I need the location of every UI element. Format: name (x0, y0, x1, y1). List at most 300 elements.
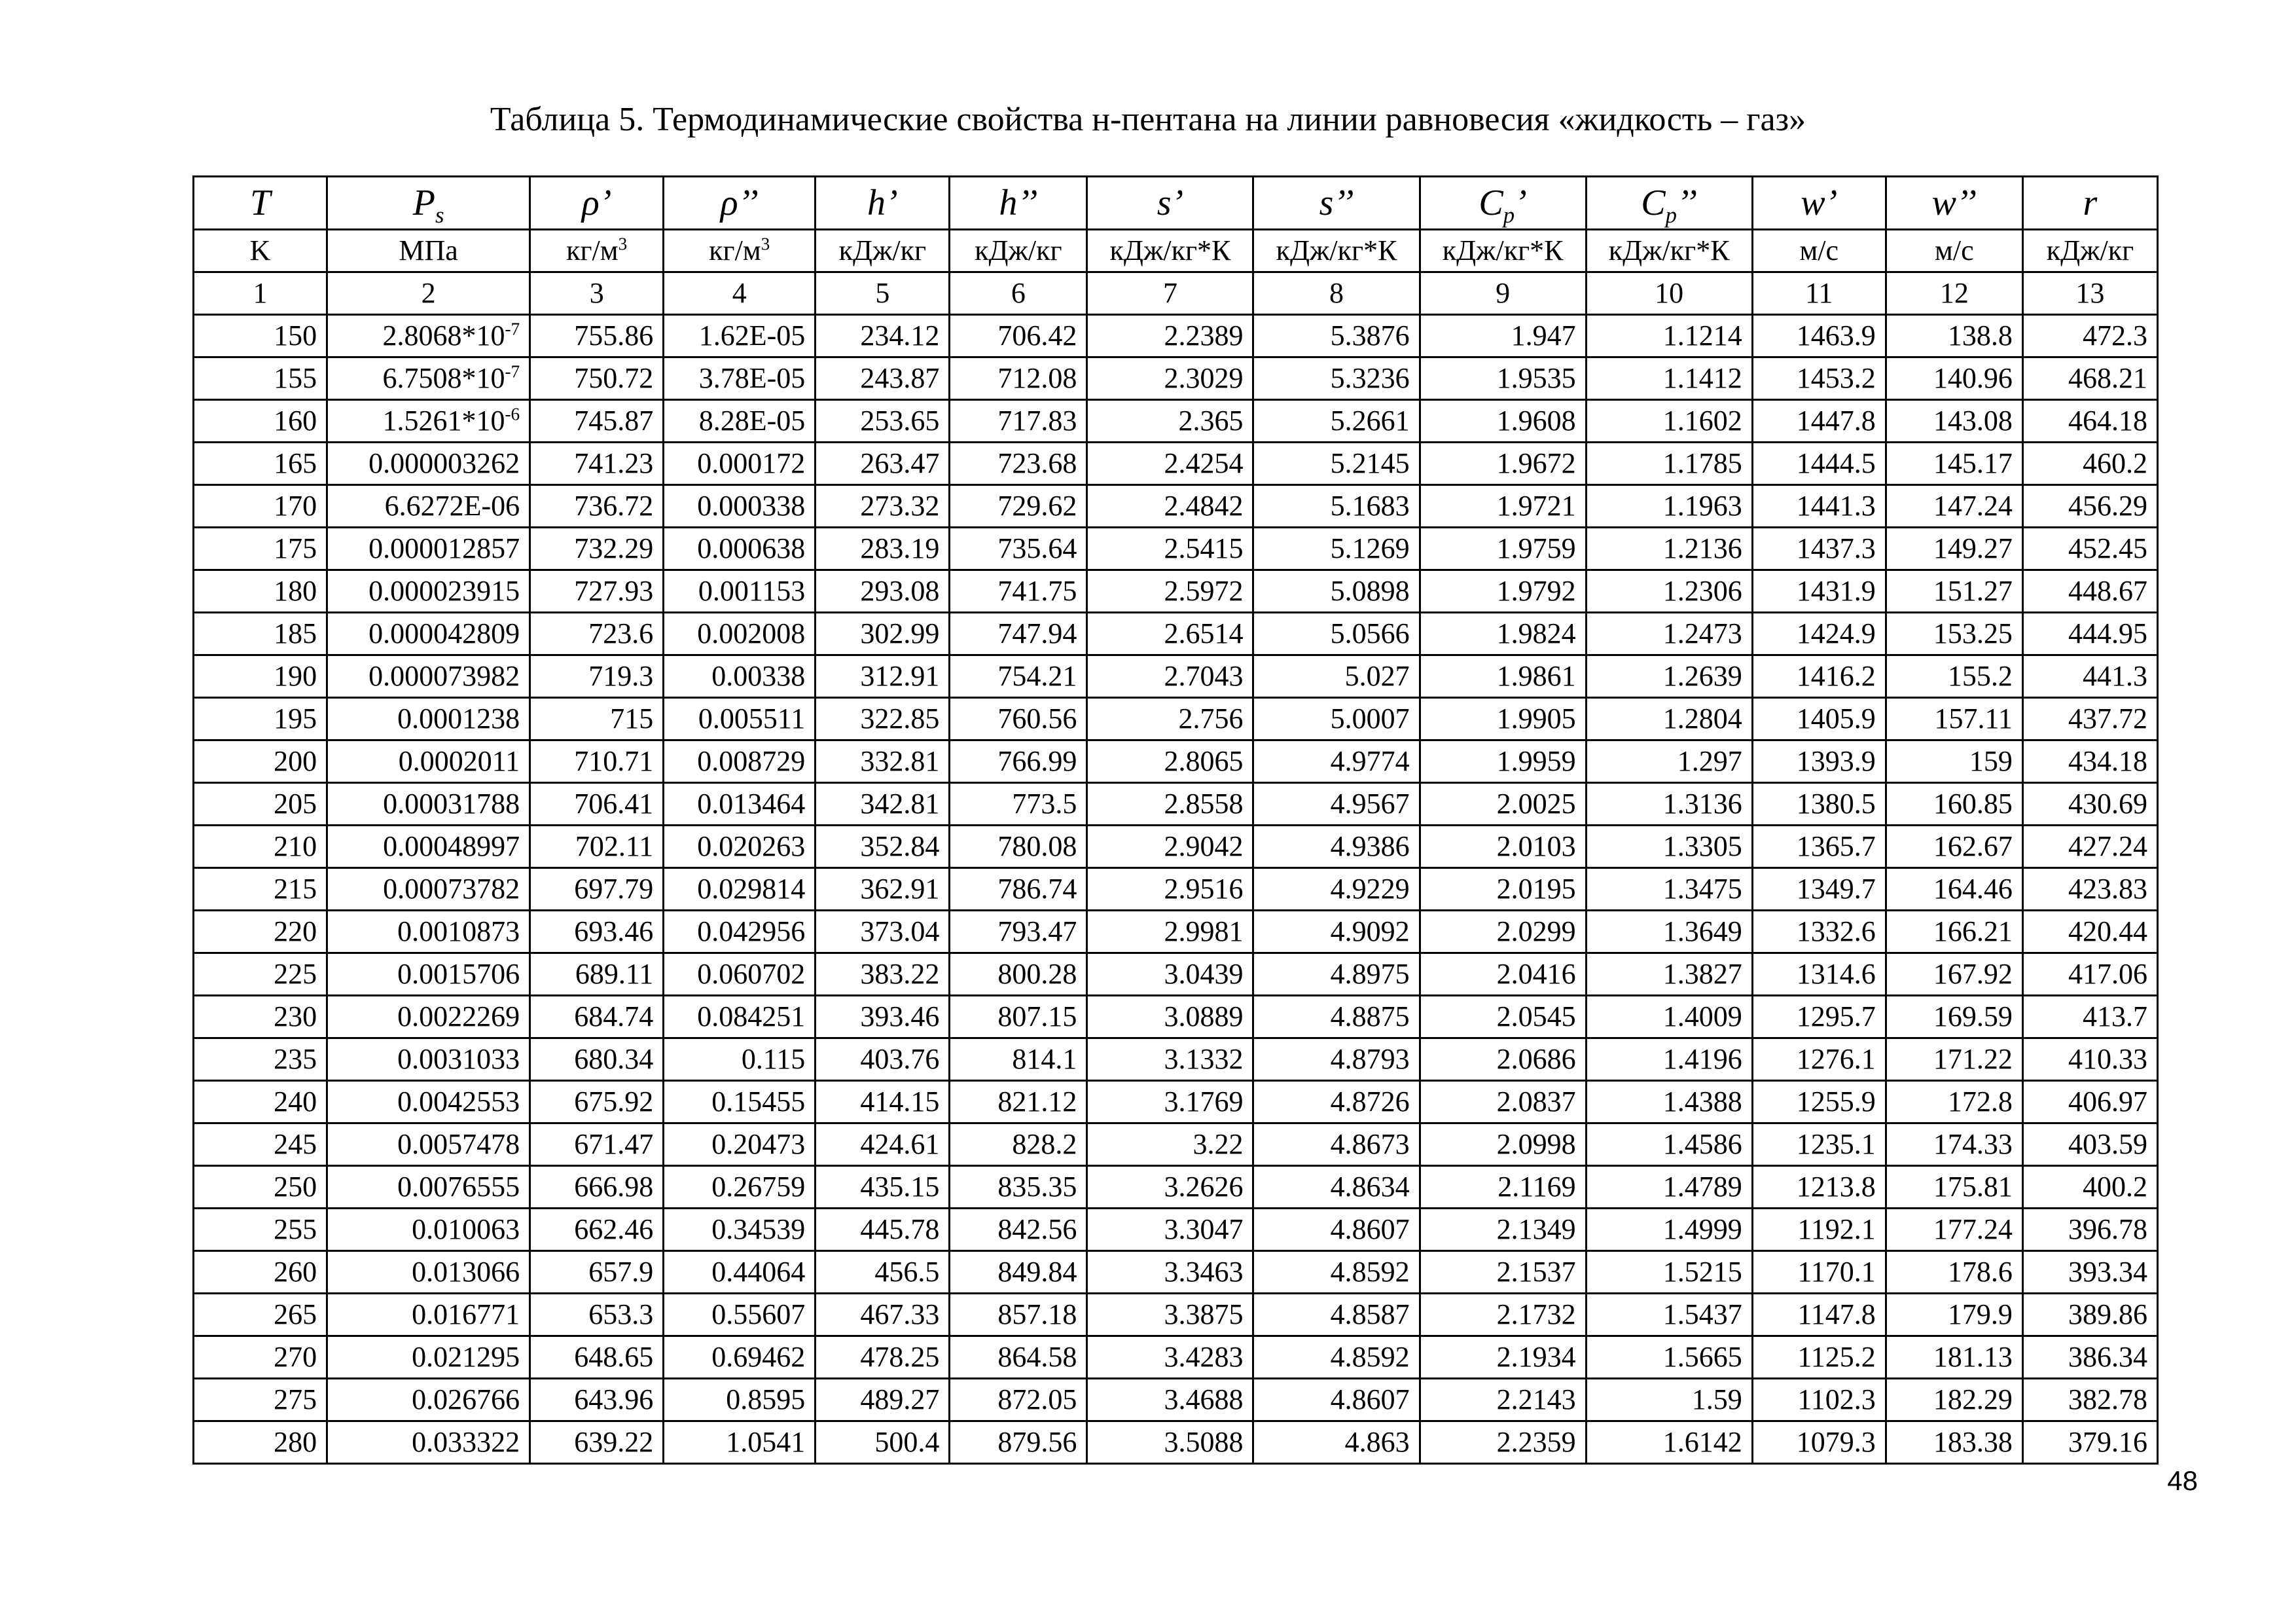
table-cell: 243.87 (816, 357, 950, 400)
table-cell: 1.3475 (1586, 868, 1752, 911)
table-cell: 1213.8 (1752, 1166, 1886, 1209)
table-cell: 1332.6 (1752, 911, 1886, 953)
table-cell: 3.3047 (1087, 1209, 1253, 1251)
table-cell: 1.1963 (1586, 485, 1752, 528)
table-cell: 736.72 (530, 485, 664, 528)
table-cell: 181.13 (1886, 1336, 2022, 1379)
table-cell: 1.9959 (1420, 740, 1586, 783)
table-row (194, 740, 2158, 783)
table-cell: 0.029814 (664, 868, 816, 911)
table-cell: 1.1412 (1586, 357, 1752, 400)
table-cell: 489.27 (816, 1379, 950, 1421)
table-cell: 1.1602 (1586, 400, 1752, 443)
table-cell: 1.4586 (1586, 1123, 1752, 1166)
table-cell: 723.68 (950, 443, 1087, 485)
table-cell: 857.18 (950, 1294, 1087, 1336)
table-cell: 693.46 (530, 911, 664, 953)
column-number: 7 (1087, 272, 1253, 315)
table-cell: 1.9608 (1420, 400, 1586, 443)
table-cell: 2.1537 (1420, 1251, 1586, 1294)
table-cell: 706.42 (950, 315, 1087, 357)
table-cell: 1.2639 (1586, 655, 1752, 698)
table-cell: 185 (194, 613, 327, 655)
column-symbol: T (194, 177, 327, 230)
table-cell: 1.9905 (1420, 698, 1586, 740)
table-row (194, 698, 2158, 740)
table-cell: 138.8 (1886, 315, 2022, 357)
table-cell: 2.1732 (1420, 1294, 1586, 1336)
table-cell: 2.8558 (1087, 783, 1253, 826)
table-cell: 0.0042553 (327, 1081, 530, 1123)
table-cell: 835.35 (950, 1166, 1087, 1209)
table-cell: 393.46 (816, 996, 950, 1038)
table-cell: 253.65 (816, 400, 950, 443)
table-cell: 0.000012857 (327, 528, 530, 570)
table-cell: 1.9672 (1420, 443, 1586, 485)
table-cell: 190 (194, 655, 327, 698)
table-cell: 182.29 (1886, 1379, 2022, 1421)
table-cell: 2.1169 (1420, 1166, 1586, 1209)
table-cell: 0.000042809 (327, 613, 530, 655)
table-cell: 1441.3 (1752, 485, 1886, 528)
table-cell: 0.00048997 (327, 826, 530, 868)
table-cell: 500.4 (816, 1421, 950, 1464)
table-cell: 735.64 (950, 528, 1087, 570)
table-cell: 1.1785 (1586, 443, 1752, 485)
table-cell: 2.0103 (1420, 826, 1586, 868)
table-cell: 403.59 (2022, 1123, 2157, 1166)
table-cell: 430.69 (2022, 783, 2157, 826)
table-cell: 1.0541 (664, 1421, 816, 1464)
table-cell: 5.3876 (1253, 315, 1420, 357)
table-cell: 263.47 (816, 443, 950, 485)
table-cell: 265 (194, 1294, 327, 1336)
table-cell: 741.23 (530, 443, 664, 485)
table-cell: 177.24 (1886, 1209, 2022, 1251)
table-cell: 1349.7 (1752, 868, 1886, 911)
column-unit: м/с (1752, 230, 1886, 272)
table-cell: 814.1 (950, 1038, 1087, 1081)
table-cell: 5.2661 (1253, 400, 1420, 443)
table-cell: 448.67 (2022, 570, 2157, 613)
table-cell: 1276.1 (1752, 1038, 1886, 1081)
table-cell: 732.29 (530, 528, 664, 570)
table-title: Таблица 5. Термодинамические свойства н-пентана на линии равновесия «жидкость – газ» (490, 101, 1806, 138)
table-cell: 666.98 (530, 1166, 664, 1209)
table-cell: 1365.7 (1752, 826, 1886, 868)
column-symbol: ρ’’ (664, 177, 816, 230)
table-cell: 379.16 (2022, 1421, 2157, 1464)
column-number: 12 (1886, 272, 2022, 315)
table-cell: 2.0025 (1420, 783, 1586, 826)
table-cell: 280 (194, 1421, 327, 1464)
column-unit: м/с (1886, 230, 2022, 272)
table-cell: 0.0022269 (327, 996, 530, 1038)
table-cell: 872.05 (950, 1379, 1087, 1421)
table-cell: 0.060702 (664, 953, 816, 996)
table-cell: 2.0998 (1420, 1123, 1586, 1166)
table-cell: 5.0566 (1253, 613, 1420, 655)
table-cell: 260 (194, 1251, 327, 1294)
table-cell: 2.9042 (1087, 826, 1253, 868)
table-cell: 1.9824 (1420, 613, 1586, 655)
table-cell: 1.4009 (1586, 996, 1752, 1038)
table-cell: 240 (194, 1081, 327, 1123)
table-cell: 4.8875 (1253, 996, 1420, 1038)
table-cell: 2.3029 (1087, 357, 1253, 400)
table-cell: 3.0889 (1087, 996, 1253, 1038)
table-cell: 171.22 (1886, 1038, 2022, 1081)
column-number-row (194, 272, 2158, 315)
table-cell: 648.65 (530, 1336, 664, 1379)
table-cell: 3.1332 (1087, 1038, 1253, 1081)
column-unit: кДж/кг (2022, 230, 2157, 272)
table-cell: 0.20473 (664, 1123, 816, 1166)
table-cell: 386.34 (2022, 1336, 2157, 1379)
table-cell: $6.7508*10^{-7}$ (327, 357, 530, 400)
table-cell: 0.026766 (327, 1379, 530, 1421)
table-cell: 1.5665 (1586, 1336, 1752, 1379)
table-cell: 159 (1886, 740, 2022, 783)
table-cell: 151.27 (1886, 570, 2022, 613)
table-cell: 178.6 (1886, 1251, 2022, 1294)
table-row (194, 953, 2158, 996)
table-cell: 410.33 (2022, 1038, 2157, 1081)
table-cell: 879.56 (950, 1421, 1087, 1464)
table-row (194, 826, 2158, 868)
table-cell: 821.12 (950, 1081, 1087, 1123)
table-cell: 755.86 (530, 315, 664, 357)
table-cell: 0.033322 (327, 1421, 530, 1464)
table-cell: 0.016771 (327, 1294, 530, 1336)
table-row (194, 443, 2158, 485)
table-cell: 2.2359 (1420, 1421, 1586, 1464)
table-cell: 4.9386 (1253, 826, 1420, 868)
table-cell: 680.34 (530, 1038, 664, 1081)
table-row (194, 655, 2158, 698)
table-cell: 1.4789 (1586, 1166, 1752, 1209)
table-cell: 2.8065 (1087, 740, 1253, 783)
table-cell: 464.18 (2022, 400, 2157, 443)
table-cell: 3.2626 (1087, 1166, 1253, 1209)
column-number: 2 (327, 272, 530, 315)
table-cell: 0.44064 (664, 1251, 816, 1294)
column-symbol: s’’ (1253, 177, 1420, 230)
table-cell: 180 (194, 570, 327, 613)
table-cell: 0.0031033 (327, 1038, 530, 1081)
table-cell: 0.0057478 (327, 1123, 530, 1166)
table-cell: 1.9535 (1420, 357, 1586, 400)
table-cell: 0.000073982 (327, 655, 530, 698)
table-cell: 413.7 (2022, 996, 2157, 1038)
table-cell: 702.11 (530, 826, 664, 868)
table-cell: 396.78 (2022, 1209, 2157, 1251)
table-cell: 2.0299 (1420, 911, 1586, 953)
column-symbol: h’’ (950, 177, 1087, 230)
table-cell: 403.76 (816, 1038, 950, 1081)
table-cell: 175 (194, 528, 327, 570)
table-cell: 0.0001238 (327, 698, 530, 740)
table-cell: 1.5437 (1586, 1294, 1752, 1336)
table-cell: 4.8634 (1253, 1166, 1420, 1209)
table-cell: 4.8607 (1253, 1379, 1420, 1421)
table-cell: 741.75 (950, 570, 1087, 613)
table-cell: 750.72 (530, 357, 664, 400)
table-cell: 1.9792 (1420, 570, 1586, 613)
table-cell: 200 (194, 740, 327, 783)
table-cell: 0.000172 (664, 443, 816, 485)
table-cell: 1.6142 (1586, 1421, 1752, 1464)
table-cell: 3.5088 (1087, 1421, 1253, 1464)
table-cell: 760.56 (950, 698, 1087, 740)
table-cell: 183.38 (1886, 1421, 2022, 1464)
table-cell: 5.0007 (1253, 698, 1420, 740)
column-number: 3 (530, 272, 664, 315)
table-cell: 215 (194, 868, 327, 911)
table-cell: 706.41 (530, 783, 664, 826)
table-cell: 0.000338 (664, 485, 816, 528)
table-cell: 0.00073782 (327, 868, 530, 911)
table-cell: 160 (194, 400, 327, 443)
table-cell: 275 (194, 1379, 327, 1421)
table-cell: 467.33 (816, 1294, 950, 1336)
table-cell: 1192.1 (1752, 1209, 1886, 1251)
table-cell: 2.1349 (1420, 1209, 1586, 1251)
table-cell: 828.2 (950, 1123, 1087, 1166)
thermo-properties-table (192, 175, 2159, 1465)
table-cell: 5.0898 (1253, 570, 1420, 613)
column-unit: кДж/кг*К (1253, 230, 1420, 272)
table-cell: 1.947 (1420, 315, 1586, 357)
table-cell: 710.71 (530, 740, 664, 783)
table-cell: 745.87 (530, 400, 664, 443)
table-cell: 1.297 (1586, 740, 1752, 783)
table-cell: 2.0195 (1420, 868, 1586, 911)
table-cell: 1380.5 (1752, 783, 1886, 826)
table-cell: 383.22 (816, 953, 950, 996)
table-cell: 793.47 (950, 911, 1087, 953)
column-unit: $кг/м^3$ (664, 230, 816, 272)
table-row (194, 613, 2158, 655)
table-cell: 160.85 (1886, 783, 2022, 826)
table-row (194, 1379, 2158, 1421)
table-cell: 5.027 (1253, 655, 1420, 698)
table-cell: 1.2306 (1586, 570, 1752, 613)
table-cell: 174.33 (1886, 1123, 2022, 1166)
table-cell: 0.69462 (664, 1336, 816, 1379)
table-cell: 1.3305 (1586, 826, 1752, 868)
table-cell: 143.08 (1886, 400, 2022, 443)
table-cell: 1235.1 (1752, 1123, 1886, 1166)
table-cell: 727.93 (530, 570, 664, 613)
table-cell: 164.46 (1886, 868, 2022, 911)
table-cell: 456.29 (2022, 485, 2157, 528)
table-cell: 437.72 (2022, 698, 2157, 740)
table-cell: 766.99 (950, 740, 1087, 783)
column-number: 11 (1752, 272, 1886, 315)
column-number: 4 (664, 272, 816, 315)
table-cell: 657.9 (530, 1251, 664, 1294)
table-cell: 302.99 (816, 613, 950, 655)
table-cell: 235 (194, 1038, 327, 1081)
table-cell: 424.61 (816, 1123, 950, 1166)
table-cell: 1.4196 (1586, 1038, 1752, 1081)
table-cell: 460.2 (2022, 443, 2157, 485)
table-row (194, 570, 2158, 613)
table-cell: 389.86 (2022, 1294, 2157, 1336)
table-cell: 0.000638 (664, 528, 816, 570)
table-cell: 2.365 (1087, 400, 1253, 443)
table-body (194, 315, 2158, 1464)
table-cell: 4.8793 (1253, 1038, 1420, 1081)
table-cell: 754.21 (950, 655, 1087, 698)
table-cell: 1463.9 (1752, 315, 1886, 357)
table-cell: 3.22 (1087, 1123, 1253, 1166)
table-cell: 1424.9 (1752, 613, 1886, 655)
table-cell: 352.84 (816, 826, 950, 868)
table-cell: 1.1214 (1586, 315, 1752, 357)
table-cell: 312.91 (816, 655, 950, 698)
column-symbol: r (2022, 177, 2157, 230)
table-cell: 2.0545 (1420, 996, 1586, 1038)
table-cell: 3.3875 (1087, 1294, 1253, 1336)
table-cell: 162.67 (1886, 826, 2022, 868)
table-cell: 1.3136 (1586, 783, 1752, 826)
column-number: 8 (1253, 272, 1420, 315)
table-cell: 342.81 (816, 783, 950, 826)
table-cell: 4.9092 (1253, 911, 1420, 953)
table-cell: 0.021295 (327, 1336, 530, 1379)
table-cell: 1.2136 (1586, 528, 1752, 570)
column-unit: $кг/м^3$ (530, 230, 664, 272)
table-row (194, 996, 2158, 1038)
column-number: 1 (194, 272, 327, 315)
table-cell: 2.9516 (1087, 868, 1253, 911)
table-cell: 0.020263 (664, 826, 816, 868)
table-row (194, 783, 2158, 826)
table-cell: 1255.9 (1752, 1081, 1886, 1123)
table-cell: 639.22 (530, 1421, 664, 1464)
table-cell: 4.8673 (1253, 1123, 1420, 1166)
column-symbol: $C_p$’ (1420, 177, 1586, 230)
column-number: 5 (816, 272, 950, 315)
table-cell: 2.5972 (1087, 570, 1253, 613)
table-cell: 210 (194, 826, 327, 868)
table-cell: 842.56 (950, 1209, 1087, 1251)
table-row (194, 1421, 2158, 1464)
table-row (194, 868, 2158, 911)
table-cell: 780.08 (950, 826, 1087, 868)
table-cell: 0.8595 (664, 1379, 816, 1421)
table-cell: $1.5261*10^{-6}$ (327, 400, 530, 443)
table-cell: 4.863 (1253, 1421, 1420, 1464)
table-cell: 1405.9 (1752, 698, 1886, 740)
table-cell: 205 (194, 783, 327, 826)
table-cell: 671.47 (530, 1123, 664, 1166)
table-cell: 4.8592 (1253, 1336, 1420, 1379)
table-cell: 1.2473 (1586, 613, 1752, 655)
table-cell: 4.9229 (1253, 868, 1420, 911)
table-cell: 234.12 (816, 315, 950, 357)
table-row (194, 1294, 2158, 1336)
table-cell: 472.3 (2022, 315, 2157, 357)
column-unit: K (194, 230, 327, 272)
table-cell: 1416.2 (1752, 655, 1886, 698)
symbol-header-row (194, 177, 2158, 230)
table-cell: 145.17 (1886, 443, 2022, 485)
table-row (194, 1038, 2158, 1081)
table-cell: 175.81 (1886, 1166, 2022, 1209)
table-row (194, 485, 2158, 528)
table-cell: 0.34539 (664, 1209, 816, 1251)
table-cell: 717.83 (950, 400, 1087, 443)
table-cell: 0.008729 (664, 740, 816, 783)
table-cell: 1125.2 (1752, 1336, 1886, 1379)
table-cell: 4.8592 (1253, 1251, 1420, 1294)
table-cell: 773.5 (950, 783, 1087, 826)
table-cell: 1393.9 (1752, 740, 1886, 783)
table-cell: $2.8068*10^{-7}$ (327, 315, 530, 357)
table-cell: 273.32 (816, 485, 950, 528)
table-cell: 712.08 (950, 357, 1087, 400)
column-symbol: w’ (1752, 177, 1886, 230)
table-cell: 147.24 (1886, 485, 2022, 528)
table-cell: 179.9 (1886, 1294, 2022, 1336)
table-cell: 2.0686 (1420, 1038, 1586, 1081)
table-cell: 255 (194, 1209, 327, 1251)
table-cell: 5.1269 (1253, 528, 1420, 570)
table-cell: 293.08 (816, 570, 950, 613)
table-cell: 153.25 (1886, 613, 2022, 655)
table-cell: 0.001153 (664, 570, 816, 613)
table-cell: 1431.9 (1752, 570, 1886, 613)
column-symbol: $P_s$ (327, 177, 530, 230)
table-cell: 675.92 (530, 1081, 664, 1123)
table-cell: 4.8607 (1253, 1209, 1420, 1251)
table-cell: 643.96 (530, 1379, 664, 1421)
table-cell: 478.25 (816, 1336, 950, 1379)
table-cell: 1170.1 (1752, 1251, 1886, 1294)
table-cell: 441.3 (2022, 655, 2157, 698)
table-row (194, 1081, 2158, 1123)
table-cell: 3.1769 (1087, 1081, 1253, 1123)
table-cell: 155.2 (1886, 655, 2022, 698)
table-cell: 3.3463 (1087, 1251, 1253, 1294)
table-cell: 1295.7 (1752, 996, 1886, 1038)
table-cell: 1.4999 (1586, 1209, 1752, 1251)
table-cell: 0.013464 (664, 783, 816, 826)
table-cell: 172.8 (1886, 1081, 2022, 1123)
table-cell: 220 (194, 911, 327, 953)
table-cell: 1437.3 (1752, 528, 1886, 570)
table-cell: 5.3236 (1253, 357, 1420, 400)
table-cell: 4.9774 (1253, 740, 1420, 783)
table-cell: 0.000023915 (327, 570, 530, 613)
column-unit: кДж/кг (816, 230, 950, 272)
column-number: 10 (1586, 272, 1752, 315)
table-cell: 697.79 (530, 868, 664, 911)
table-cell: 2.756 (1087, 698, 1253, 740)
table-cell: 406.97 (2022, 1081, 2157, 1123)
table-cell: 382.78 (2022, 1379, 2157, 1421)
table-cell: 715 (530, 698, 664, 740)
table-cell: 2.9981 (1087, 911, 1253, 953)
table-cell: 250 (194, 1166, 327, 1209)
table-cell: 1.3827 (1586, 953, 1752, 996)
table-row (194, 1251, 2158, 1294)
table-cell: 452.45 (2022, 528, 2157, 570)
table-cell: 157.11 (1886, 698, 2022, 740)
